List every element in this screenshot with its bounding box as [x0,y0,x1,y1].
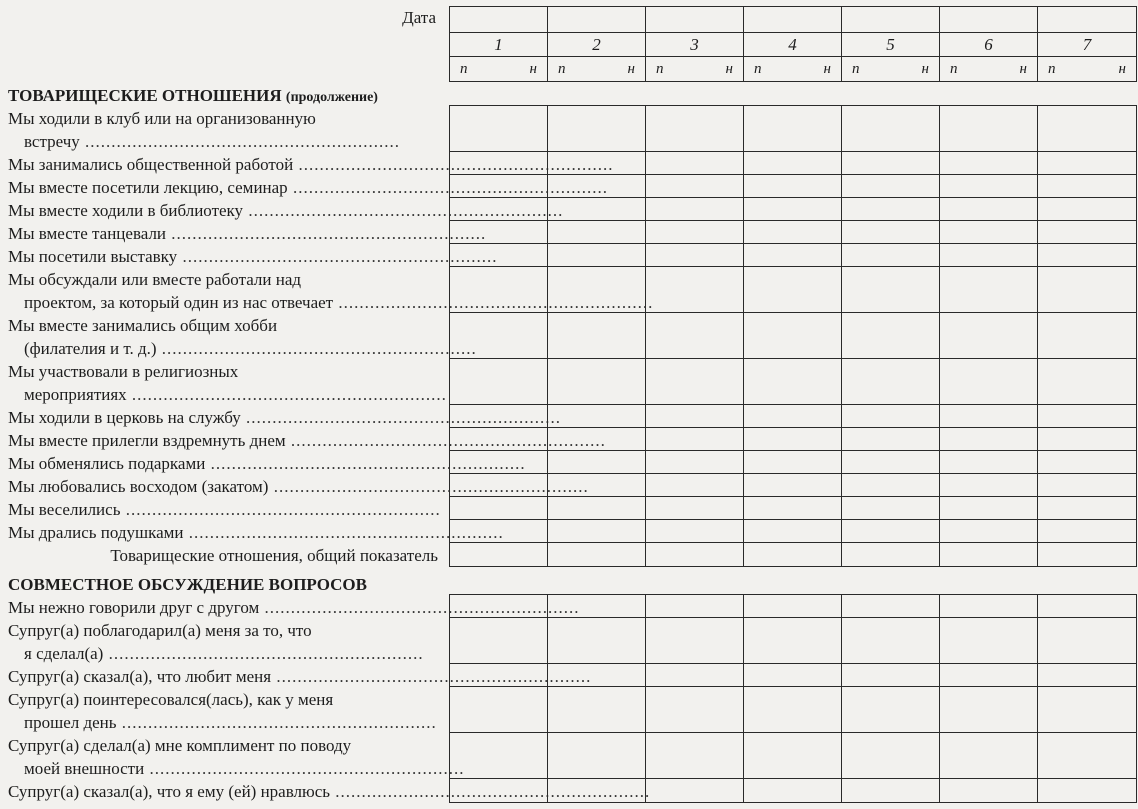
answer-cell[interactable] [940,733,1038,778]
answer-cell[interactable] [646,244,744,266]
answer-row [450,451,1136,474]
answer-row [450,687,1136,733]
answer-row [450,244,1136,267]
answer-cell[interactable] [548,198,646,220]
answer-cell[interactable] [1038,497,1136,519]
answer-cell[interactable] [548,595,646,617]
answer-cell[interactable] [548,313,646,358]
answer-cell[interactable] [450,175,548,197]
answer-cell[interactable] [744,175,842,197]
answer-cell[interactable] [646,221,744,243]
answer-cell[interactable] [646,198,744,220]
answer-cell[interactable] [548,405,646,427]
row-label: (филателия и т. д.) ............................................................ [24,339,477,358]
answer-cell[interactable] [940,267,1038,312]
answer-row [450,474,1136,497]
answer-cell[interactable] [450,106,548,151]
day-number: 2 [548,33,646,56]
row-label: Мы вместе ходили в библиотеку ............................................................ [8,201,564,220]
answer-cell[interactable] [450,779,548,802]
answer-cell[interactable] [940,359,1038,404]
answer-cell[interactable] [548,664,646,686]
row-label: я сделал(а) ............................................................ [24,644,424,663]
answer-cell[interactable] [744,405,842,427]
answer-cell[interactable] [744,152,842,174]
date-input-cell[interactable] [744,7,842,32]
row-label: Мы веселились ............................................................ [8,500,441,519]
answer-cell[interactable] [744,451,842,473]
answer-cell[interactable] [1038,595,1136,617]
answer-row [450,595,1136,618]
answer-cell[interactable] [548,244,646,266]
answer-cell[interactable] [450,152,548,174]
answer-cell[interactable] [744,267,842,312]
answer-row [450,733,1136,779]
answer-cell[interactable] [548,543,646,566]
answer-cell[interactable] [548,106,646,151]
answer-cell[interactable] [842,497,940,519]
answer-cell[interactable] [744,618,842,663]
answer-row [450,313,1136,359]
answer-row [450,664,1136,687]
answer-cell[interactable] [646,106,744,151]
answer-cell[interactable] [842,595,940,617]
section-title-text: ТОВАРИЩЕСКИЕ ОТНОШЕНИЯ [8,86,282,105]
answer-cell[interactable] [548,267,646,312]
answer-cell[interactable] [548,497,646,519]
col-p-label: п [754,60,762,77]
row-label: Супруг(а) сделал(а) мне комплимент по поводу [8,736,352,755]
row-label: Мы посетили выставку ............................................................ [8,247,498,266]
answer-cell[interactable] [744,687,842,732]
answer-cell[interactable] [1038,687,1136,732]
answer-cell[interactable] [548,175,646,197]
answer-cell[interactable] [940,175,1038,197]
answer-cell[interactable] [1038,520,1136,542]
answer-cell[interactable] [450,359,548,404]
answer-row [450,618,1136,664]
date-input-cell[interactable] [940,7,1038,32]
row-label: Мы дрались подушками ............................................................ [8,523,504,542]
answer-cell[interactable] [940,198,1038,220]
answer-cell[interactable] [646,733,744,778]
day-number: 1 [450,33,548,56]
answer-row [450,520,1136,543]
answer-cell[interactable] [548,687,646,732]
answer-cell[interactable] [646,520,744,542]
answer-cell[interactable] [646,474,744,496]
answer-cell[interactable] [548,152,646,174]
answer-cell[interactable] [842,520,940,542]
answer-cell[interactable] [646,152,744,174]
answer-cell[interactable] [646,543,744,566]
col-n-label: н [627,60,635,77]
date-header-grid [449,6,1137,82]
day-number: 4 [744,33,842,56]
answer-cell[interactable] [1038,152,1136,174]
col-p-label: п [656,60,664,77]
row-label: проектом, за который один из нас отвечает ............................................................ [24,293,654,312]
row-label: Супруг(а) сказал(а), что я ему (ей) нравлюсь ............................................................ [8,782,651,801]
answer-cell[interactable] [744,313,842,358]
answer-row [450,106,1136,152]
row-label: Мы ходили в клуб или на организованную [8,109,316,128]
answer-cell[interactable] [450,664,548,686]
answer-row [450,221,1136,244]
answer-cell[interactable] [1038,267,1136,312]
col-n-label: н [823,60,831,77]
answer-cell[interactable] [940,244,1038,266]
row-label: Мы обменялись подарками ............................................................ [8,454,526,473]
answer-cell[interactable] [940,405,1038,427]
answer-cell[interactable] [744,428,842,450]
answer-cell[interactable] [646,405,744,427]
answer-cell[interactable] [842,244,940,266]
answer-cell[interactable] [450,520,548,542]
answer-cell[interactable] [940,152,1038,174]
answer-cell[interactable] [1038,359,1136,404]
answer-cell[interactable] [842,152,940,174]
answer-cell[interactable] [1038,664,1136,686]
section-title-note: (продолжение) [285,90,378,105]
answer-cell[interactable] [842,313,940,358]
answer-cell[interactable] [842,198,940,220]
answer-cell[interactable] [450,428,548,450]
col-p-label: п [950,60,958,77]
answer-cell[interactable] [744,474,842,496]
answer-cell[interactable] [842,543,940,566]
answer-cell[interactable] [548,221,646,243]
answer-cell[interactable] [1038,543,1136,566]
answer-cell[interactable] [646,451,744,473]
answer-cell[interactable] [1038,106,1136,151]
answer-cell[interactable] [1038,313,1136,358]
row-label: прошел день ............................................................ [24,713,437,732]
answer-cell[interactable] [940,497,1038,519]
answer-cell[interactable] [744,497,842,519]
answer-cell[interactable] [646,618,744,663]
answer-row [450,175,1136,198]
answer-cell[interactable] [1038,451,1136,473]
answer-cell[interactable] [940,595,1038,617]
answer-cell[interactable] [842,618,940,663]
answer-cell[interactable] [842,687,940,732]
answer-cell[interactable] [450,451,548,473]
day-number-row [450,33,1136,57]
day-number: 5 [842,33,940,56]
answer-cell[interactable] [842,221,940,243]
answer-cell[interactable] [450,313,548,358]
row-label: моей внешности ............................................................ [24,759,465,778]
answer-grid [449,594,1137,803]
answer-cell[interactable] [450,198,548,220]
answer-cell[interactable] [548,779,646,802]
answer-cell[interactable] [940,779,1038,802]
answer-cell[interactable] [940,687,1038,732]
answer-row [450,779,1136,802]
answer-cell[interactable] [842,267,940,312]
answer-cell[interactable] [842,779,940,802]
answer-row [450,428,1136,451]
row-label: Супруг(а) поблагодарил(а) меня за то, что [8,621,312,640]
answer-cell[interactable] [744,664,842,686]
section-title-text: СОВМЕСТНОЕ ОБСУЖДЕНИЕ ВОПРОСОВ [8,575,367,594]
answer-cell[interactable] [744,733,842,778]
col-p-label: п [852,60,860,77]
answer-cell[interactable] [646,313,744,358]
answer-cell[interactable] [744,595,842,617]
answer-cell[interactable] [646,664,744,686]
answer-cell[interactable] [646,428,744,450]
pn-header-row [450,57,1136,81]
date-input-cell[interactable] [450,7,548,32]
col-n-label: н [1019,60,1027,77]
answer-cell[interactable] [1038,428,1136,450]
answer-cell[interactable] [450,733,548,778]
answer-cell[interactable] [646,779,744,802]
answer-cell[interactable] [842,664,940,686]
date-input-cell[interactable] [1038,7,1136,32]
answer-row [450,267,1136,313]
answer-cell[interactable] [1038,779,1136,802]
col-n-label: н [725,60,733,77]
answer-cell[interactable] [940,474,1038,496]
answer-cell[interactable] [842,359,940,404]
col-p-label: п [460,60,468,77]
date-input-cell[interactable] [646,7,744,32]
answer-cell[interactable] [940,543,1038,566]
answer-cell[interactable] [1038,733,1136,778]
answer-cell[interactable] [744,221,842,243]
answer-cell[interactable] [1038,198,1136,220]
col-n-label: н [1118,60,1126,77]
row-label: Мы занимались общественной работой ............................................................ [8,155,614,174]
answer-cell[interactable] [646,359,744,404]
answer-cell[interactable] [450,687,548,732]
total-label: Товарищеские отношения, общий показатель [110,546,438,565]
answer-row [450,497,1136,520]
date-label: Дата [402,8,436,27]
answer-cell[interactable] [646,175,744,197]
col-n-label: н [529,60,537,77]
answer-cell[interactable] [450,267,548,312]
answer-cell[interactable] [450,595,548,617]
answer-cell[interactable] [1038,221,1136,243]
col-p-label: п [1048,60,1056,77]
answer-cell[interactable] [842,175,940,197]
date-input-cell[interactable] [842,7,940,32]
answer-cell[interactable] [744,106,842,151]
answer-cell[interactable] [1038,405,1136,427]
row-label: Мы нежно говорили друг с другом ............................................................ [8,598,580,617]
day-number: 7 [1082,34,1092,54]
answer-cell[interactable] [940,520,1038,542]
col-p-label: п [558,60,566,77]
answer-cell[interactable] [548,618,646,663]
section-title [8,573,438,596]
answer-cell[interactable] [940,664,1038,686]
answer-cell[interactable] [1038,618,1136,663]
row-label: Мы вместе посетили лекцию, семинар ............................................................ [8,178,608,197]
row-label: Мы любовались восходом (закатом) ............................................................ [8,477,589,496]
answer-cell[interactable] [450,543,548,566]
answer-cell[interactable] [548,520,646,542]
row-label: Мы вместе прилегли вздремнуть днем ............................................................ [8,431,606,450]
answer-cell[interactable] [940,313,1038,358]
row-label: встречу ............................................................ [24,132,401,151]
answer-cell[interactable] [744,244,842,266]
answer-cell[interactable] [744,779,842,802]
row-label: Мы ходили в церковь на службу ............................................................ [8,408,562,427]
answer-row [450,405,1136,428]
answer-cell[interactable] [450,618,548,663]
answer-cell[interactable] [450,474,548,496]
answer-cell[interactable] [450,244,548,266]
answer-cell[interactable] [842,733,940,778]
row-label: мероприятиях ............................................................ [24,385,447,404]
answer-cell[interactable] [940,618,1038,663]
answer-cell[interactable] [646,687,744,732]
answer-cell[interactable] [744,520,842,542]
answer-cell[interactable] [842,474,940,496]
answer-cell[interactable] [548,474,646,496]
row-label: Мы обсуждали или вместе работали над [8,270,302,289]
col-n-label: н [921,60,929,77]
row-label: Супруг(а) поинтересовался(лась), как у меня [8,690,334,709]
answer-grid [449,105,1137,567]
answer-cell[interactable] [940,428,1038,450]
answer-cell[interactable] [450,497,548,519]
answer-cell[interactable] [1038,474,1136,496]
answer-cell[interactable] [744,198,842,220]
answer-cell[interactable] [940,451,1038,473]
answer-cell[interactable] [1038,244,1136,266]
answer-cell[interactable] [744,359,842,404]
answer-cell[interactable] [548,733,646,778]
answer-row [450,152,1136,175]
answer-cell[interactable] [548,428,646,450]
answer-row [450,359,1136,405]
answer-cell[interactable] [646,595,744,617]
row-labels [8,0,654,809]
answer-cell[interactable] [646,267,744,312]
answer-cell[interactable] [842,106,940,151]
answer-cell[interactable] [1038,175,1136,197]
day-number: 6 [940,33,1038,56]
total-row [450,543,1136,566]
answer-cell[interactable] [940,221,1038,243]
row-label: Супруг(а) сказал(а), что любит меня ............................................................ [8,667,592,686]
answer-cell[interactable] [450,405,548,427]
date-entry-row [450,7,1136,33]
answer-cell[interactable] [548,359,646,404]
row-label: Мы вместе занимались общим хобби [8,316,278,335]
date-input-cell[interactable] [548,7,646,32]
answer-cell[interactable] [744,543,842,566]
answer-cell[interactable] [548,451,646,473]
row-label: Мы участвовали в религиозных [8,362,239,381]
answer-cell[interactable] [940,106,1038,151]
answer-cell[interactable] [842,451,940,473]
day-number: 3 [646,33,744,56]
answer-cell[interactable] [450,221,548,243]
answer-cell[interactable] [646,497,744,519]
answer-cell[interactable] [842,428,940,450]
row-label: Мы вместе танцевали ............................................................ [8,224,487,243]
answer-row [450,198,1136,221]
section-title [8,84,438,109]
answer-cell[interactable] [842,405,940,427]
